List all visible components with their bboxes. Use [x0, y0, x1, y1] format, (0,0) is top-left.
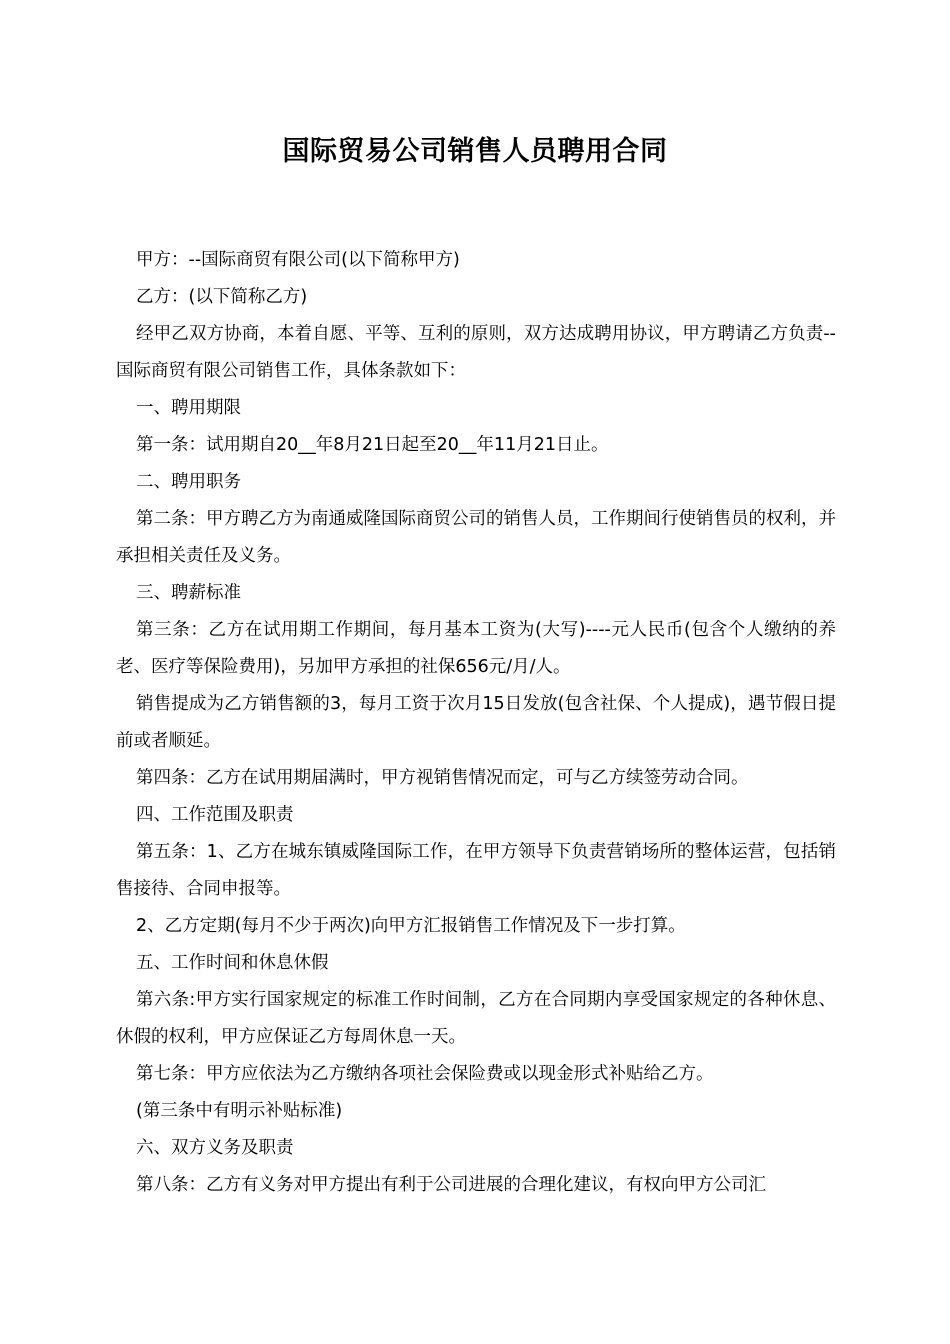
- article-2: 第二条：甲方聘乙方为南通威隆国际商贸公司的销售人员，工作期间行使销售员的权利，并承担相关责任及义务。: [116, 509, 836, 566]
- article-7-note: (第三条中有明示补贴标准): [136, 1101, 343, 1121]
- party-a-line: 甲方：--国际商贸有限公司(以下简称甲方): [136, 250, 460, 270]
- section-heading-scope: 四、工作范围及职责: [136, 805, 294, 825]
- article-7: 第七条：甲方应依法为乙方缴纳各项社会保险费或以现金形式补贴给乙方。: [136, 1064, 714, 1084]
- preamble-paragraph: 经甲乙双方协商，本着自愿、平等、互利的原则，双方达成聘用协议，甲方聘请乙方负责--国际商贸有限公司销售工作，具体条款如下：: [116, 324, 836, 381]
- section-heading-term: 一、聘用期限: [136, 398, 241, 418]
- article-5: 第五条：1、乙方在城东镇威隆国际工作，在甲方领导下负责营销场所的整体运营，包括销售接待、合同申报等。: [116, 842, 836, 899]
- party-b-line: 乙方：(以下简称乙方): [136, 287, 308, 307]
- article-3: 第三条：乙方在试用期工作期间，每月基本工资为(大写)----元人民币(包含个人缴纳的养老、医疗等保险费用)，另加甲方承担的社保656元/月/人。: [116, 620, 836, 677]
- article-4: 第四条：乙方在试用期届满时，甲方视销售情况而定，可与乙方续签劳动合同。: [136, 768, 749, 788]
- article-5-item-2: 2、乙方定期(每月不少于两次)向甲方汇报销售工作情况及下一步打算。: [136, 916, 686, 936]
- document-body: [116, 242, 836, 1204]
- article-1: 第一条：试用期自20__年8月21日起至20__年11月21日止。: [136, 435, 609, 455]
- article-8: 第八条：乙方有义务对甲方提出有利于公司进展的合理化建议，有权向甲方公司汇: [136, 1175, 766, 1195]
- section-heading-duties: 六、双方义务及职责: [136, 1138, 294, 1158]
- commission-paragraph: 销售提成为乙方销售额的3，每月工资于次月15日发放(包含社保、个人提成)，遇节假日提前或者顺延。: [116, 694, 836, 751]
- section-heading-position: 二、聘用职务: [136, 472, 241, 492]
- section-heading-worktime: 五、工作时间和休息休假: [136, 953, 329, 973]
- section-heading-salary: 三、聘薪标准: [136, 583, 241, 603]
- article-6: 第六条:甲方实行国家规定的标准工作时间制，乙方在合同期内享受国家规定的各种休息、休假的权利，甲方应保证乙方每周休息一天。: [116, 990, 836, 1047]
- document-title: 国际贸易公司销售人员聘用合同: [282, 136, 668, 167]
